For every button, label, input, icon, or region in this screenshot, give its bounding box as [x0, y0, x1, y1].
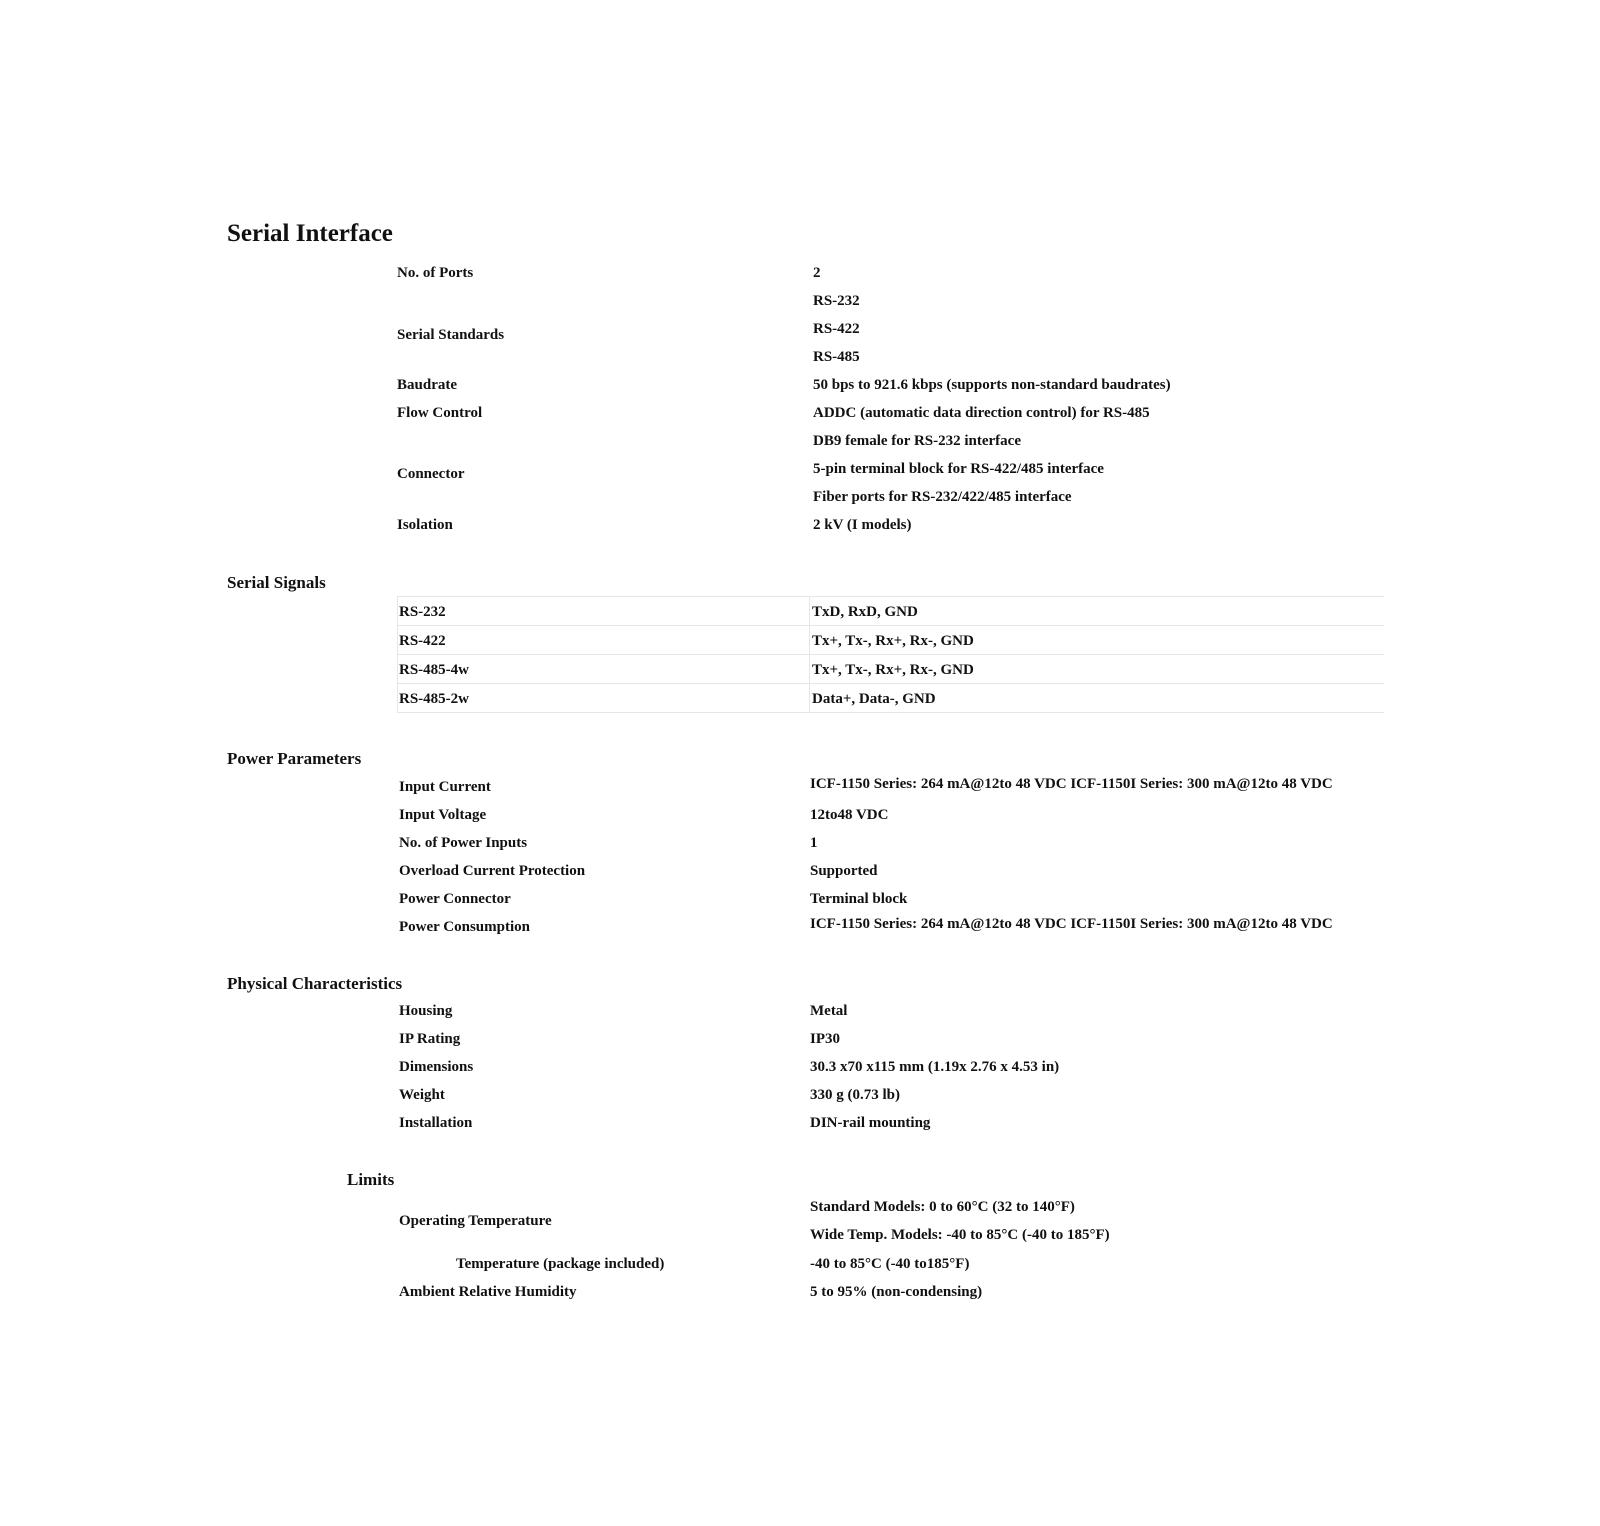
spec-value-power-consumption: ICF-1150 Series: 264 mA@12to 48 VDC ICF-1150I Series: 300 mA@12to 48 VDC: [810, 916, 1333, 932]
spec-label-serial-standards: Serial Standards: [397, 327, 505, 343]
table-row-value: TxD, RxD, GND: [812, 604, 918, 620]
spec-value-flow-control: ADDC (automatic data direction control) for RS-485: [813, 405, 1150, 421]
spec-value-connector-db9: DB9 female for RS-232 interface: [813, 433, 1021, 449]
table-rule: [397, 683, 1384, 684]
table-rule: [397, 596, 1384, 597]
spec-value-connector-terminal: 5-pin terminal block for RS-422/485 interface: [813, 461, 1104, 477]
spec-value-rs485: RS-485: [813, 349, 860, 365]
spec-value-baudrate: 50 bps to 921.6 kbps (supports non-standard baudrates): [813, 377, 1171, 393]
spec-label-installation: Installation: [399, 1115, 473, 1131]
table-rule: [397, 654, 1384, 655]
spec-value-weight: 330 g (0.73 lb): [810, 1087, 900, 1103]
table-rule: [397, 625, 1384, 626]
spec-value-ip-rating: IP30: [810, 1031, 840, 1047]
spec-label-power-connector: Power Connector: [399, 891, 511, 907]
spec-label-ports: No. of Ports: [397, 265, 474, 281]
spec-label-dimensions: Dimensions: [399, 1059, 474, 1075]
spec-value-input-current: ICF-1150 Series: 264 mA@12to 48 VDC ICF-1150I Series: 300 mA@12to 48 VDC: [810, 776, 1333, 792]
table-rule: [397, 596, 398, 712]
spec-value-humidity: 5 to 95% (non-condensing): [810, 1284, 983, 1300]
section-heading-power-parameters: Power Parameters: [227, 749, 362, 768]
spec-value-overload-protection: Supported: [810, 863, 878, 879]
spec-label-input-voltage: Input Voltage: [399, 807, 487, 823]
spec-label-power-consumption: Power Consumption: [399, 919, 530, 935]
table-row-label: RS-232: [399, 604, 446, 620]
table-row-label: RS-485-4w: [399, 662, 469, 678]
section-heading-physical-characteristics: Physical Characteristics: [227, 974, 403, 993]
spec-label-flow-control: Flow Control: [397, 405, 483, 421]
spec-value-rs422: RS-422: [813, 321, 860, 337]
section-heading-limits: Limits: [347, 1170, 395, 1189]
table-row-value: Tx+, Tx-, Rx+, Rx-, GND: [812, 633, 974, 649]
spec-label-power-inputs: No. of Power Inputs: [399, 835, 528, 851]
table-row-value: Data+, Data-, GND: [812, 691, 936, 707]
section-heading-serial-signals: Serial Signals: [227, 573, 326, 592]
spec-value-wide-temperature: Wide Temp. Models: -40 to 85°C (-40 to 185°F): [810, 1227, 1110, 1243]
spec-label-ip-rating: IP Rating: [399, 1031, 461, 1047]
spec-value-input-voltage: 12to48 VDC: [810, 807, 889, 823]
spec-label-humidity: Ambient Relative Humidity: [399, 1284, 577, 1300]
spec-value-installation: DIN-rail mounting: [810, 1115, 931, 1131]
spec-value-power-inputs: 1: [810, 835, 818, 851]
spec-label-isolation: Isolation: [397, 517, 453, 533]
spec-label-overload-protection: Overload Current Protection: [399, 863, 586, 879]
spec-value-power-connector: Terminal block: [810, 891, 908, 907]
spec-value-dimensions: 30.3 x70 x115 mm (1.19x 2.76 x 4.53 in): [810, 1059, 1060, 1075]
spec-value-standard-temperature: Standard Models: 0 to 60°C (32 to 140°F): [810, 1199, 1075, 1215]
spec-label-operating-temperature: Operating Temperature: [399, 1213, 552, 1229]
spec-label-baudrate: Baudrate: [397, 377, 457, 393]
spec-value-connector-fiber: Fiber ports for RS-232/422/485 interface: [813, 489, 1072, 505]
spec-label-housing: Housing: [399, 1003, 453, 1019]
spec-value-ports: 2: [813, 265, 821, 281]
spec-label-package-temperature: Temperature (package included): [456, 1256, 665, 1272]
spec-value-isolation: 2 kV (I models): [813, 517, 912, 533]
table-row-value: Tx+, Tx-, Rx+, Rx-, GND: [812, 662, 974, 678]
spec-value-package-temperature: -40 to 85°C (-40 to185°F): [810, 1256, 970, 1272]
table-row-label: RS-485-2w: [399, 691, 469, 707]
section-heading-serial-interface: Serial Interface: [227, 220, 393, 247]
spec-value-rs232: RS-232: [813, 293, 860, 309]
table-rule: [397, 712, 1384, 713]
spec-label-input-current: Input Current: [399, 779, 491, 795]
spec-label-connector: Connector: [397, 466, 465, 482]
table-rule: [809, 596, 810, 712]
spec-value-housing: Metal: [810, 1003, 848, 1019]
table-row-label: RS-422: [399, 633, 446, 649]
spec-label-weight: Weight: [399, 1087, 445, 1103]
